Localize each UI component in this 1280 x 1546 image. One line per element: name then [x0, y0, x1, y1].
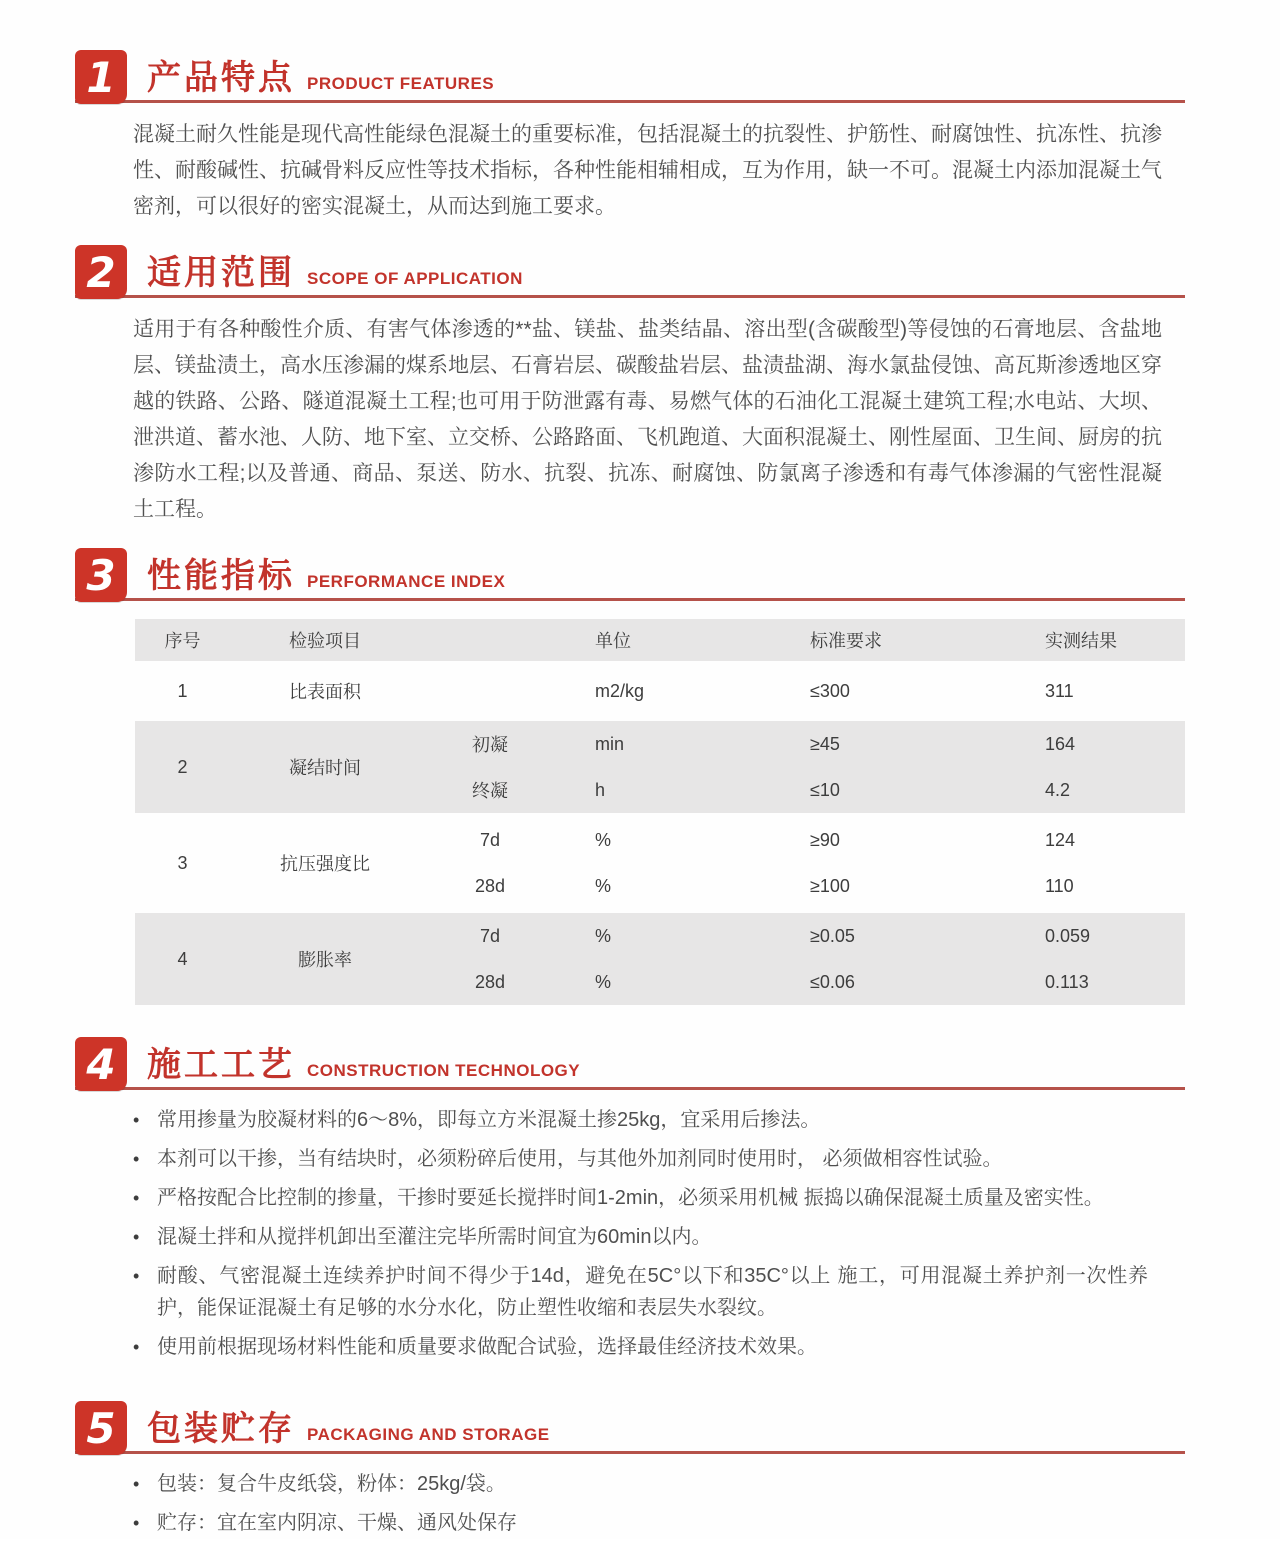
cell-unit: m2/kg: [595, 680, 645, 701]
section-packaging-and-storage: [0, 1397, 1280, 1539]
list-item: [133, 1331, 1148, 1363]
cell-sub: [420, 665, 560, 717]
cell-unit: %: [595, 829, 612, 850]
cell-result: 311: [1045, 680, 1074, 701]
section-title-en: PRODUCT FEATURES: [307, 74, 495, 93]
section-titles: [147, 256, 523, 295]
section-construction-technology: [0, 1033, 1280, 1363]
cell-item: 抗压强度比: [280, 854, 370, 874]
section-header: [75, 1397, 1185, 1454]
section-title-en: PERFORMANCE INDEX: [307, 572, 506, 591]
cell-standard: ≤300: [810, 680, 850, 701]
cell-unit: min: [595, 733, 625, 754]
section-number-badge: 4: [75, 1037, 127, 1091]
bullet-icon: •: [133, 1266, 140, 1286]
section-performance-index: [0, 544, 1280, 1005]
bullet-icon: •: [133, 1513, 140, 1533]
bullet-icon: •: [133, 1227, 140, 1247]
table-row-group-3: [135, 817, 1185, 909]
section-title-zh: 性能指标: [147, 557, 295, 595]
packaging-bullet-list: [133, 1468, 1148, 1539]
col-header-item: 检验项目: [289, 631, 361, 651]
bullet-icon: •: [133, 1110, 140, 1130]
section-title-zh: 产品特点: [147, 59, 295, 97]
section-title-zh: 适用范围: [147, 254, 295, 292]
section-number-badge: 5: [75, 1401, 127, 1455]
cell-no: 1: [177, 680, 188, 701]
list-item: [133, 1104, 1148, 1136]
cell-unit: %: [595, 925, 612, 946]
list-item: [133, 1468, 1148, 1500]
bullet-text: 贮存：宜在室内阴凉、干燥、通风处保存: [157, 1512, 517, 1534]
table-row-group-1: [135, 665, 1185, 717]
cell-result: 110: [1045, 875, 1074, 896]
construction-bullet-list: [133, 1104, 1148, 1363]
cell-standard: ≤0.06: [810, 971, 855, 992]
cell-no: 2: [177, 756, 188, 777]
cell-unit: %: [595, 971, 612, 992]
section-title-en: CONSTRUCTION TECHNOLOGY: [307, 1061, 581, 1080]
table-row-group-2: [135, 721, 1185, 813]
cell-item: 膨胀率: [298, 950, 352, 970]
cell-sub: 初凝: [472, 735, 508, 755]
bullet-text: 包装：复合牛皮纸袋，粉体：25kg/袋。: [157, 1473, 506, 1495]
cell-standard: ≥0.05: [810, 925, 855, 946]
list-item: [133, 1507, 1148, 1539]
section-header: [75, 241, 1185, 298]
section-titles: [147, 559, 505, 598]
bullet-text: 严格按配合比控制的掺量，干掺时要延长搅拌时间1-2min，必须采用机械 振捣以确保混凝土质量及密实性。: [157, 1187, 1104, 1209]
table-header-row: [135, 619, 1185, 661]
bullet-icon: •: [133, 1149, 140, 1169]
list-item: [133, 1143, 1148, 1175]
cell-no: 4: [177, 948, 188, 969]
col-header-result: 实测结果: [1045, 631, 1117, 651]
cell-result: 164: [1045, 733, 1076, 754]
col-header-no: 序号: [164, 631, 201, 651]
cell-sub: 终凝: [472, 781, 508, 801]
section-titles: [147, 61, 494, 100]
section-number-badge: 2: [75, 245, 127, 299]
cell-standard: ≥100: [810, 875, 850, 896]
bullet-text: 混凝土拌和从搅拌机卸出至灌注完毕所需时间宜为60min以内。: [157, 1226, 712, 1248]
cell-result: 4.2: [1045, 779, 1071, 800]
bullet-icon: •: [133, 1337, 140, 1357]
cell-sub: 28d: [474, 971, 506, 992]
bullet-text: 本剂可以干掺，当有结块时，必须粉碎后使用，与其他外加剂同时使用时， 必须做相容性试验。: [157, 1148, 1003, 1170]
cell-unit: %: [595, 875, 612, 896]
cell-standard: ≥45: [810, 733, 840, 754]
bullet-text: 耐酸、气密混凝土连续养护时间不得少于14d，避免在5C°以下和35C°以上 施工，可用混凝土养护剂一次性养护，能保证混凝土有足够的水分水化，防止塑性收缩和表层失水裂纹。: [157, 1265, 1148, 1319]
list-item: [133, 1182, 1148, 1214]
section-paragraph: 混凝土耐久性能是现代高性能绿色混凝土的重要标准，包括混凝土的抗裂性、护筋性、耐腐蚀性、抗冻性、抗渗性、耐酸碱性、抗碱骨料反应性等技术指标，各种性能相辅相成，互为作用，缺一不可。混凝土内添加混凝土气密剂，可以很好的密实混凝土，从而达到施工要求。: [133, 123, 1162, 218]
cell-sub: 7d: [479, 925, 501, 946]
section-number-badge: 1: [75, 50, 127, 104]
cell-sub: 28d: [474, 875, 506, 896]
bullet-icon: •: [133, 1188, 140, 1208]
section-product-features: [0, 46, 1280, 225]
section-titles: [147, 1412, 550, 1451]
bullet-icon: •: [133, 1474, 140, 1494]
section-number-badge: 3: [75, 548, 127, 602]
cell-standard: ≤10: [810, 779, 840, 800]
col-header-sub: [420, 619, 560, 661]
bullet-text: 使用前根据现场材料性能和质量要求做配合试验，选择最佳经济技术效果。: [157, 1336, 817, 1358]
section-title-zh: 包装贮存: [147, 1410, 295, 1448]
cell-no: 3: [177, 852, 188, 873]
section-scope-of-application: [0, 241, 1280, 528]
section-paragraph: 适用于有各种酸性介质、有害气体渗透的**盐、镁盐、盐类结晶、溶出型(含碳酸型)等侵蚀的石膏地层、含盐地层、镁盐渍土，高水压渗漏的煤系地层、石膏岩层、碳酸盐岩层、盐渍盐湖、海水氯盐侵蚀、高瓦斯渗透地区穿越的铁路、公路、隧道混凝土工程;也可用于防泄露有毒、易燃气体的石油化工混凝土建筑工程;水电站、大坝、泄洪道、蓄水池、人防、地下室、立交桥、公路路面、飞机跑道、大面积混凝土、刚性屋面、卫生间、厨房的抗渗防水工程;以及普通、商品、泵送、防水、抗裂、抗冻、耐腐蚀、防氯离子渗透和有毒气体渗漏的气密性混凝土工程。: [133, 318, 1162, 521]
list-item: [133, 1260, 1148, 1324]
table-row-group-4: [135, 913, 1185, 1005]
cell-result: 124: [1045, 829, 1076, 850]
col-header-standard: 标准要求: [810, 631, 882, 651]
cell-standard: ≥90: [810, 829, 840, 850]
cell-item: 比表面积: [289, 682, 361, 702]
section-title-en: PACKAGING AND STORAGE: [307, 1425, 550, 1444]
col-header-unit: 单位: [595, 631, 631, 651]
performance-table: [135, 619, 1185, 1005]
list-item: [133, 1221, 1148, 1253]
section-header: [75, 544, 1185, 601]
section-header: [75, 1033, 1185, 1090]
section-titles: [147, 1048, 580, 1087]
section-title-zh: 施工工艺: [147, 1046, 295, 1084]
cell-sub: 7d: [479, 829, 501, 850]
cell-result: 0.113: [1045, 971, 1089, 992]
bullet-text: 常用掺量为胶凝材料的6～8%，即每立方米混凝土掺25kg，宜采用后掺法。: [157, 1109, 821, 1131]
cell-item: 凝结时间: [289, 758, 361, 778]
section-header: [75, 46, 1185, 103]
cell-result: 0.059: [1045, 925, 1091, 946]
cell-unit: h: [595, 779, 606, 800]
section-title-en: SCOPE OF APPLICATION: [307, 269, 523, 288]
